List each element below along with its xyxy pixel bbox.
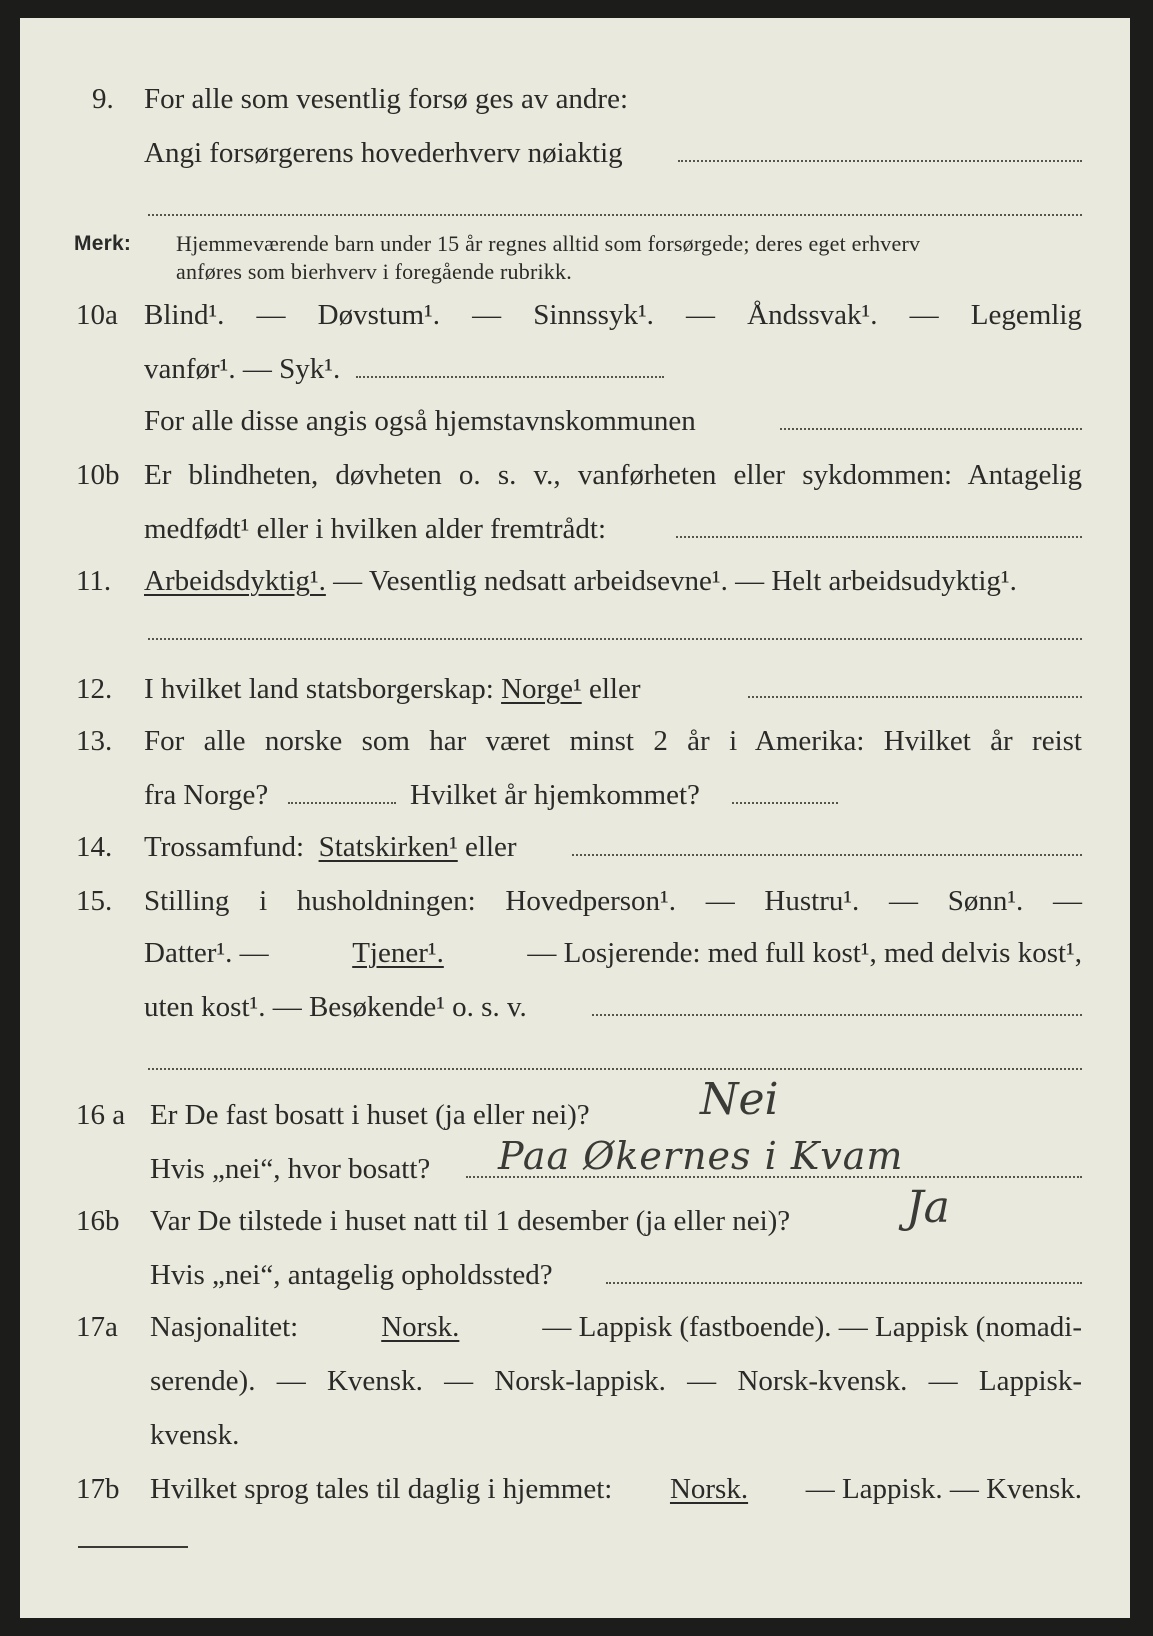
q13-reist-answer-line	[288, 802, 396, 804]
q14-line	[144, 830, 517, 864]
q11-line	[144, 564, 1017, 598]
q9-number: 9.	[92, 83, 114, 115]
q16b-answer-handwritten: Ja	[906, 1182, 950, 1233]
q9-answer-line	[678, 160, 1082, 162]
q12-answer-line	[748, 696, 1082, 698]
q12-option-norge: Norge¹	[501, 673, 582, 705]
q10a-dash3: —	[686, 299, 716, 331]
q17b-number: 17b	[76, 1473, 120, 1505]
q10a-legemlig: Legemlig	[970, 299, 1082, 331]
q17a-line2: serende). — Kvensk. — Norsk-lappisk. — Norsk-kvensk. — Lappisk-	[150, 1365, 1082, 1397]
q10b-number: 10b	[76, 459, 120, 491]
q14-eller: eller	[465, 831, 517, 863]
q14-number: 14.	[76, 831, 113, 863]
q16a-residence-answer-line	[466, 1176, 1082, 1178]
q10b-line2: medfødt¹ eller i hvilken alder fremtrådt:	[144, 513, 607, 545]
q10a-blind: Blind¹.	[144, 299, 225, 331]
q17b-line	[150, 1472, 1082, 1506]
q16a-residence-handwritten: Paa Økernes i Kvam	[498, 1134, 904, 1178]
q16a-number: 16 a	[76, 1099, 126, 1131]
q9-line1: For alle som vesentlig forsø ges av andre:	[144, 83, 629, 115]
q15-losjerende: — Losjerende: med full kost¹, med delvis kost¹,	[527, 937, 1082, 969]
q17a-line1	[150, 1310, 1082, 1344]
q15-number: 15.	[76, 885, 113, 917]
q10a-home-answer-line	[780, 428, 1082, 430]
q14-question: Trossamfund:	[144, 831, 305, 863]
footnote-rule	[78, 1546, 188, 1548]
q13-line2a: fra Norge?	[144, 779, 269, 811]
merk-line1: Hjemmeværende barn under 15 år regnes alltid som forsørgede; deres eget erhverv	[176, 231, 921, 256]
q13-line2b: Hvilket år hjemkommet?	[410, 779, 700, 811]
q16a-answer-handwritten: Nei	[700, 1074, 779, 1125]
q17a-line3: kvensk.	[150, 1419, 240, 1451]
q15-option-tjener: Tjener¹.	[352, 937, 444, 969]
q11-answer-line	[148, 638, 1082, 640]
q11-rest: — Vesentlig nedsatt arbeidsevne¹. — Helt arbeidsudyktig¹.	[333, 565, 1017, 597]
q11-option-arbeidsdyktig: Arbeidsdyktig¹.	[144, 565, 326, 597]
merk-line2: anføres som bierhverv i foregående rubrikk.	[176, 259, 572, 284]
q10a-line3: For alle disse angis også hjemstavnskommunen	[144, 405, 696, 437]
q15-datter: Datter¹. —	[144, 937, 269, 969]
q16a-line2: Hvis „nei“, hvor bosatt?	[150, 1153, 431, 1185]
q10a-number: 10a	[76, 299, 118, 331]
q16b-line2: Hvis „nei“, antagelig opholdssted?	[150, 1259, 553, 1291]
q17a-option-norsk: Norsk.	[381, 1311, 460, 1343]
q9-answer-line-2	[148, 214, 1082, 216]
q13-number: 13.	[76, 725, 113, 757]
q16a-line1: Er De fast bosatt i huset (ja eller nei)?	[150, 1099, 590, 1131]
q10a-dovstum: Døvstum¹.	[317, 299, 440, 331]
q12-line	[144, 672, 640, 706]
q10a-dash4: —	[909, 299, 939, 331]
census-form-page	[20, 18, 1130, 1618]
q10a-line2: vanfør¹. — Syk¹.	[144, 353, 341, 385]
q15-line2	[144, 936, 1082, 970]
q12-question: I hvilket land statsborgerskap:	[144, 673, 494, 705]
q10a-line1	[144, 298, 1082, 332]
q17a-options: — Lappisk (fastboende). — Lappisk (nomadi-	[542, 1311, 1082, 1343]
merk-label: Merk:	[74, 232, 132, 255]
q10a-dash1: —	[256, 299, 286, 331]
q13-line1: For alle norske som har været minst 2 år i Amerika: Hvilket år reist	[144, 725, 1082, 757]
q14-answer-line	[572, 854, 1082, 856]
q15-line1: Stilling i husholdningen: Hovedperson¹. — Hustru¹. — Sønn¹. —	[144, 885, 1082, 917]
q14-option-statskirken: Statskirken¹	[318, 831, 458, 863]
q17a-number: 17a	[76, 1311, 118, 1343]
q16b-number: 16b	[76, 1205, 120, 1237]
q17a-label: Nasjonalitet:	[150, 1311, 299, 1343]
q12-number: 12.	[76, 673, 113, 705]
q10b-answer-line	[676, 536, 1082, 538]
q9-line2: Angi forsørgerens hovederhverv nøiaktig	[144, 137, 623, 169]
q16b-line1: Var De tilstede i huset natt til 1 desember (ja eller nei)?	[150, 1205, 791, 1237]
q17b-options: — Lappisk. — Kvensk.	[805, 1473, 1082, 1505]
q15-answer-line	[592, 1014, 1082, 1016]
q11-number: 11.	[76, 565, 112, 597]
q17b-question: Hvilket sprog tales til daglig i hjemmet:	[150, 1473, 613, 1505]
q10a-answer-line	[356, 376, 664, 378]
q15-answer-line-2	[148, 1068, 1082, 1070]
q12-eller: eller	[588, 673, 641, 705]
q10a-dash2: —	[472, 299, 502, 331]
q13-hjemkommet-answer-line	[732, 802, 838, 804]
q10b-line1: Er blindheten, døvheten o. s. v., vanførheten eller sykdommen: Antagelig	[144, 459, 1082, 491]
q17b-option-norsk: Norsk.	[669, 1473, 749, 1505]
q15-line3: uten kost¹. — Besøkende¹ o. s. v.	[144, 991, 527, 1023]
q10a-sinnssyk: Sinnssyk¹.	[533, 299, 654, 331]
q10a-andssvak: Åndssvak¹.	[747, 299, 878, 331]
q16b-answer-line	[606, 1282, 1082, 1284]
